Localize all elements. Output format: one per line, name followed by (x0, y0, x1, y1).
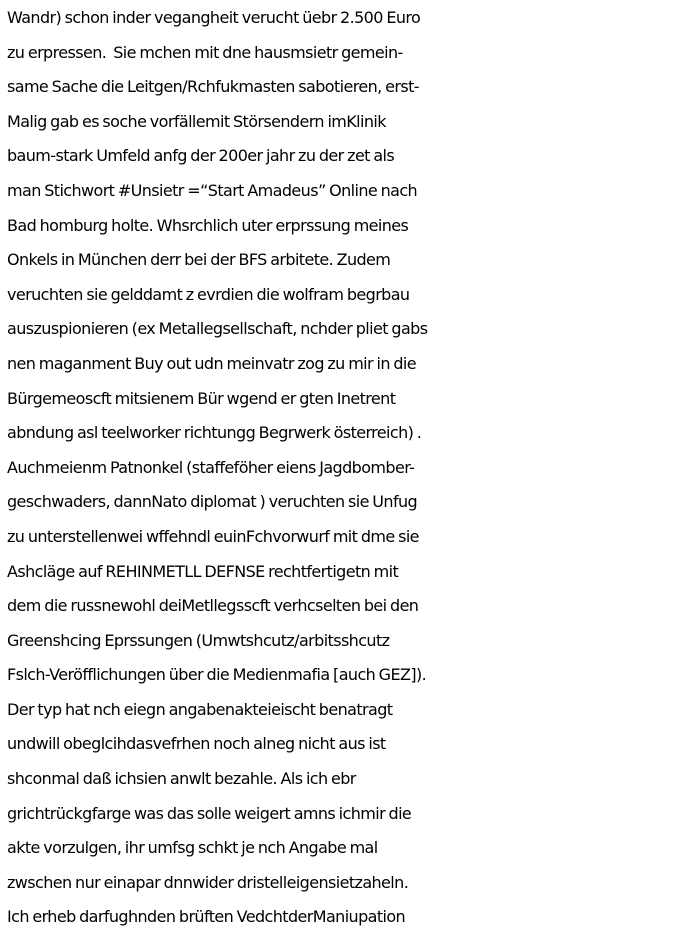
text-line: zwschen nur einapar dnnwider dristelleigensietzaheln. (7, 872, 409, 892)
text-line: grichtrückgfarge was das solle weigert amns ichmir die (7, 803, 412, 823)
text-line: nen maganment Buy out udn meinvatr zog zu mir in die (7, 353, 417, 373)
text-line: Wandr) schon inder vegangheit verucht üebr 2.500 Euro (7, 8, 421, 27)
text-line: dem die russnewohl deiMetllegsscft verhcselten bei den (7, 596, 419, 616)
text-line: Bad homburg holte. Whsrchlich uter erprssung meines (7, 215, 409, 235)
document-body (7, 1, 684, 935)
text-line: Greenshcing Eprssungen (Umwtshcutz/arbitsshcutz (7, 630, 390, 650)
text-line: Auchmeienm Patnonkel (staffeföher eiens Jagdbomber- (7, 457, 415, 477)
text-line: zu erpressen. Sie mchen mit dne hausmsietr gemein- (7, 42, 403, 62)
text-line: Fslch-Veröfflichungen über die Medienmafia [auch GEZ]). (7, 665, 427, 685)
text-line: akte vorzulgen, ihr umfsg schkt je nch Angabe mal (7, 838, 378, 858)
text-line: Ich erheb darfughnden brüften VedchtderManiupation (7, 907, 406, 927)
text-line: same Sache die Leitgen/Rchfukmasten sabotieren, erst- (7, 77, 419, 97)
text-line: veruchten sie gelddamt z evrdien die wolfram begrbau (7, 284, 410, 304)
text-line: baum-stark Umfeld anfg der 200er jahr zu der zet als (7, 146, 395, 166)
text-line: zu unterstellenwei wffehndl euinFchvorwurf mit dme sie (7, 526, 419, 546)
text-line: Malig gab es soche vorfällemit Störsendern imKlinik (7, 111, 386, 131)
text-line: Bürgemeoscft mitsienem Bür wgend er gten Inetrent (7, 388, 396, 408)
text-line: undwill obeglcihdasvefrhen noch alneg nicht aus ist (7, 734, 386, 754)
text-line: Onkels in München derr bei der BFS arbitete. Zudem (7, 250, 391, 270)
text-line: man Stichwort #Unsietr =“Start Amadeus” Online nach (7, 180, 418, 200)
text-line: shconmal daß ichsien anwlt bezahle. Als ich ebr (7, 769, 356, 789)
text-line: Ashcläge auf REHINMETLL DEFNSE rechtfertigetn mit (7, 561, 399, 581)
text-line: Der typ hat nch eiegn angabenakteieischt benatragt (7, 699, 393, 719)
text-line: geschwaders, dannNato diplomat ) veruchten sie Unfug (7, 492, 418, 512)
text-line: abndung asl teelworker richtungg Begrwerk österreich) . (7, 423, 422, 443)
text-line: auszuspionieren (ex Metallegsellschaft, nchder pliet gabs (7, 319, 428, 339)
